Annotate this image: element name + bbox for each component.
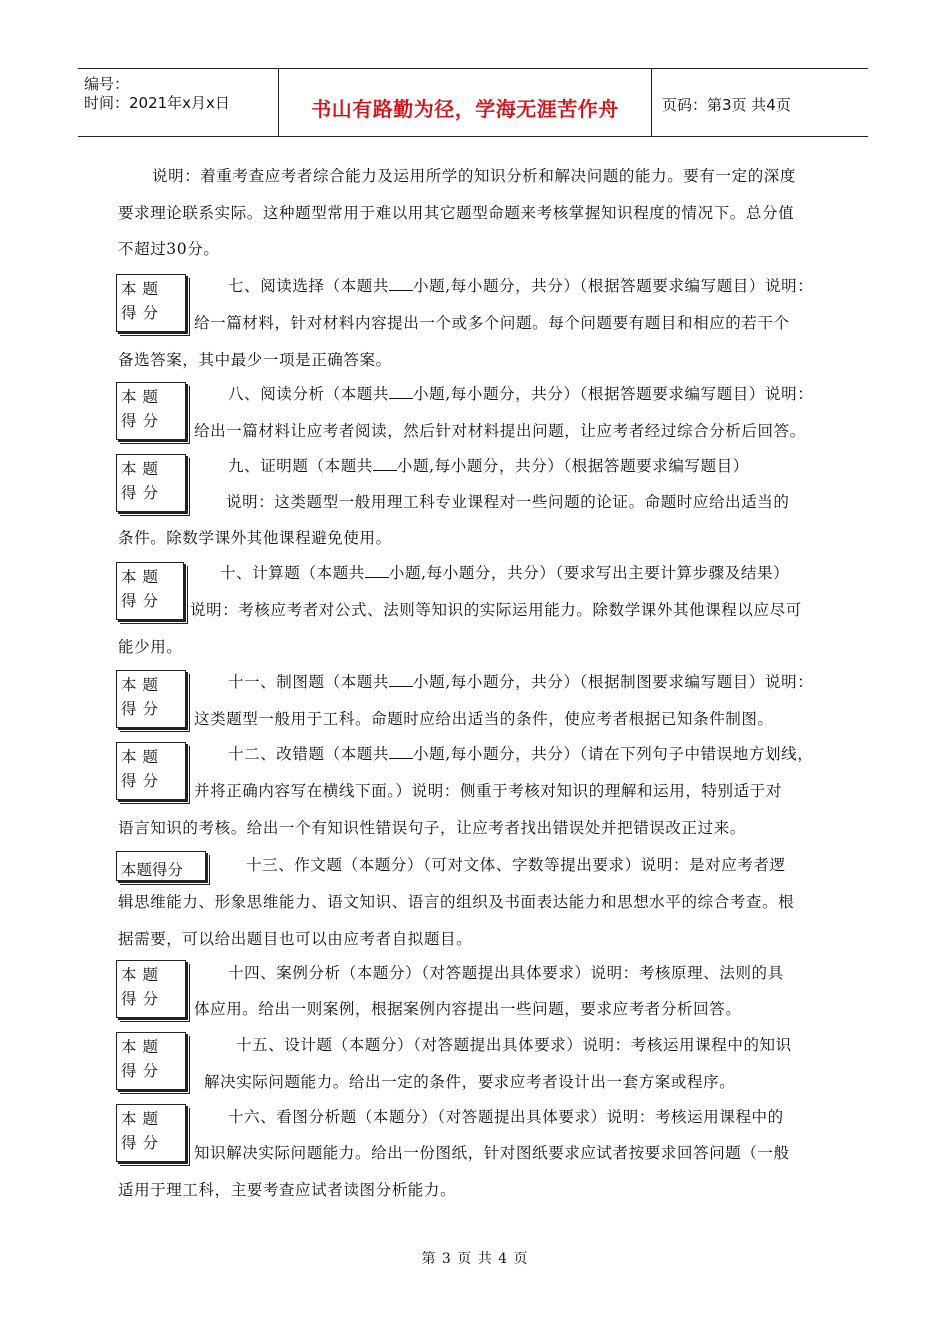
- section-11-title: 十一、制图题（本题共: [228, 673, 390, 691]
- score-box-7: 本题得分: [116, 274, 186, 332]
- score-box-15: 本题得分: [116, 1032, 186, 1090]
- section-9-line-2: 说明：这类题型一般用理工科专业课程对一些问题的论证。命题时应给出适当的: [226, 493, 790, 511]
- header-left: [78, 69, 279, 136]
- section-12-line-3: 语言知识的考核。给出一个有知识性错误句子，让应考者找出错误处并把错误改正过来。: [118, 819, 746, 837]
- section-7-line-2: 给一篇材料，针对材料内容提出一个或多个问题。每个问题要有题目和相应的若干个: [194, 314, 790, 332]
- section-15-line-2: 解决实际问题能力。给出一定的条件，要求应考者设计出一套方案或程序。: [204, 1073, 736, 1091]
- section-8-line-2: 给出一篇材料让应考者阅读，然后针对材料提出问题，让应考者经过综合分析后回答。: [194, 422, 806, 440]
- section-13-line-1: 十三、作文题（本题分）（可对文体、字数等提出要求）说明：是对应考者逻: [246, 856, 786, 874]
- section-7-title: 七、阅读选择（本题共: [228, 277, 390, 295]
- section-14-line-1: 十四、案例分析（本题分）（对答题提出具体要求）说明：考核原理、法则的具: [228, 964, 784, 982]
- section-8-title: 八、阅读分析（本题共: [228, 385, 390, 403]
- section-12-title: 十二、改错题（本题共: [228, 745, 390, 763]
- score-box-14: 本题得分: [116, 960, 186, 1018]
- section-15-line-1: 十五、设计题（本题分）（对答题提出具体要求）说明：考核运用课程中的知识: [236, 1036, 792, 1054]
- answer-blank: [373, 456, 397, 471]
- section-7-rest: 小题,每小题分，共分）（根据答题要求编写题目）说明：: [413, 277, 814, 295]
- intro-line-2: 要求理论联系实际。这种题型常用于难以用其它题型命题来考核掌握知识程度的情况下。总分值: [118, 204, 795, 222]
- code-label: 编号：: [84, 75, 130, 93]
- section-13-line-2: 辑思维能力、形象思维能力、语文知识、语言的组织及书面表达能力和思想水平的综合考查。根: [118, 893, 795, 911]
- page-footer: 第 3 页 共 4 页: [421, 1251, 529, 1267]
- score-box-11: 本题得分: [116, 670, 186, 728]
- motto-text: 书山有路勤为径，学海无涯苦作舟: [311, 97, 619, 121]
- score-box-13: 本题得分: [116, 851, 206, 881]
- answer-blank: [365, 563, 389, 578]
- section-9-rest: 小题,每小题分，共分）（根据答题要求编写题目）: [396, 457, 749, 475]
- section-9-line-1: [228, 456, 749, 476]
- header-right: [652, 69, 868, 136]
- intro-line-3: 不超过30分。: [118, 240, 220, 258]
- answer-blank: [389, 276, 413, 291]
- section-9-title: 九、证明题（本题共: [228, 457, 373, 475]
- section-12-rest: 小题,每小题分，共分）（请在下列句子中错误地方划线，: [413, 745, 814, 763]
- section-13-line-3: 据需要，可以给出题目也可以由应考者自拟题目。: [118, 930, 473, 948]
- score-box-8: 本题得分: [116, 382, 186, 440]
- section-9-line-3: 条件。除数学课外其他课程避免使用。: [118, 529, 392, 547]
- section-11-line-1: [228, 672, 813, 692]
- score-box-9: 本题得分: [116, 454, 186, 512]
- score-box-16: 本题得分: [116, 1104, 186, 1162]
- section-14-line-2: 体应用。给出一则案例，根据案例内容提出一些问题，要求应考者分析回答。: [194, 1000, 742, 1018]
- section-12-line-2: 并将正确内容写在横线下面。）说明：侧重于考核对知识的理解和运用，特别适于对: [194, 782, 782, 800]
- section-16-line-1: 十六、看图分析题（本题分）（对答题提出具体要求）说明：考核运用课程中的: [228, 1108, 784, 1126]
- section-8-line-1: [228, 384, 813, 404]
- score-box-12: 本题得分: [116, 742, 186, 800]
- time-label: 时间：2021年x月x日: [84, 94, 230, 112]
- section-16-line-3: 适用于理工科，主要考查应试者读图分析能力。: [118, 1181, 457, 1199]
- score-box-10: 本题得分: [116, 562, 184, 620]
- page-label: 页码：第3页 共4页: [662, 96, 791, 114]
- answer-blank: [389, 672, 413, 687]
- section-11-rest: 小题,每小题分，共分）（根据制图要求编写题目）说明：: [413, 673, 814, 691]
- page-header: [78, 68, 868, 137]
- section-11-line-2: 这类题型一般用于工科。命题时应给出适当的条件，使应考者根据已知条件制图。: [194, 710, 774, 728]
- answer-blank: [389, 384, 413, 399]
- section-7-line-1: [228, 276, 813, 296]
- section-10-rest: 小题,每小题分，共分）（要求写出主要计算步骤及结果）: [388, 564, 790, 582]
- intro-line-1: 说明：着重考查应考者综合能力及运用所学的知识分析和解决问题的能力。要有一定的深度: [152, 167, 797, 185]
- section-10-line-3: 能少用。: [118, 638, 183, 656]
- section-10-title: 十、计算题（本题共: [220, 564, 365, 582]
- section-10-line-2: 说明：考核应考者对公式、法则等知识的实际运用能力。除数学课外其他课程以应尽可: [190, 601, 802, 619]
- section-16-line-2: 知识解决实际问题能力。给出一份图纸，针对图纸要求应试者按要求回答问题（一般: [194, 1144, 790, 1162]
- section-10-line-1: [220, 563, 789, 583]
- section-8-rest: 小题,每小题分，共分）（根据答题要求编写题目）说明：: [413, 385, 814, 403]
- section-7-line-3: 备选答案，其中最少一项是正确答案。: [118, 351, 392, 369]
- header-motto: [279, 69, 652, 136]
- answer-blank: [389, 744, 413, 759]
- section-12-line-1: [228, 744, 813, 764]
